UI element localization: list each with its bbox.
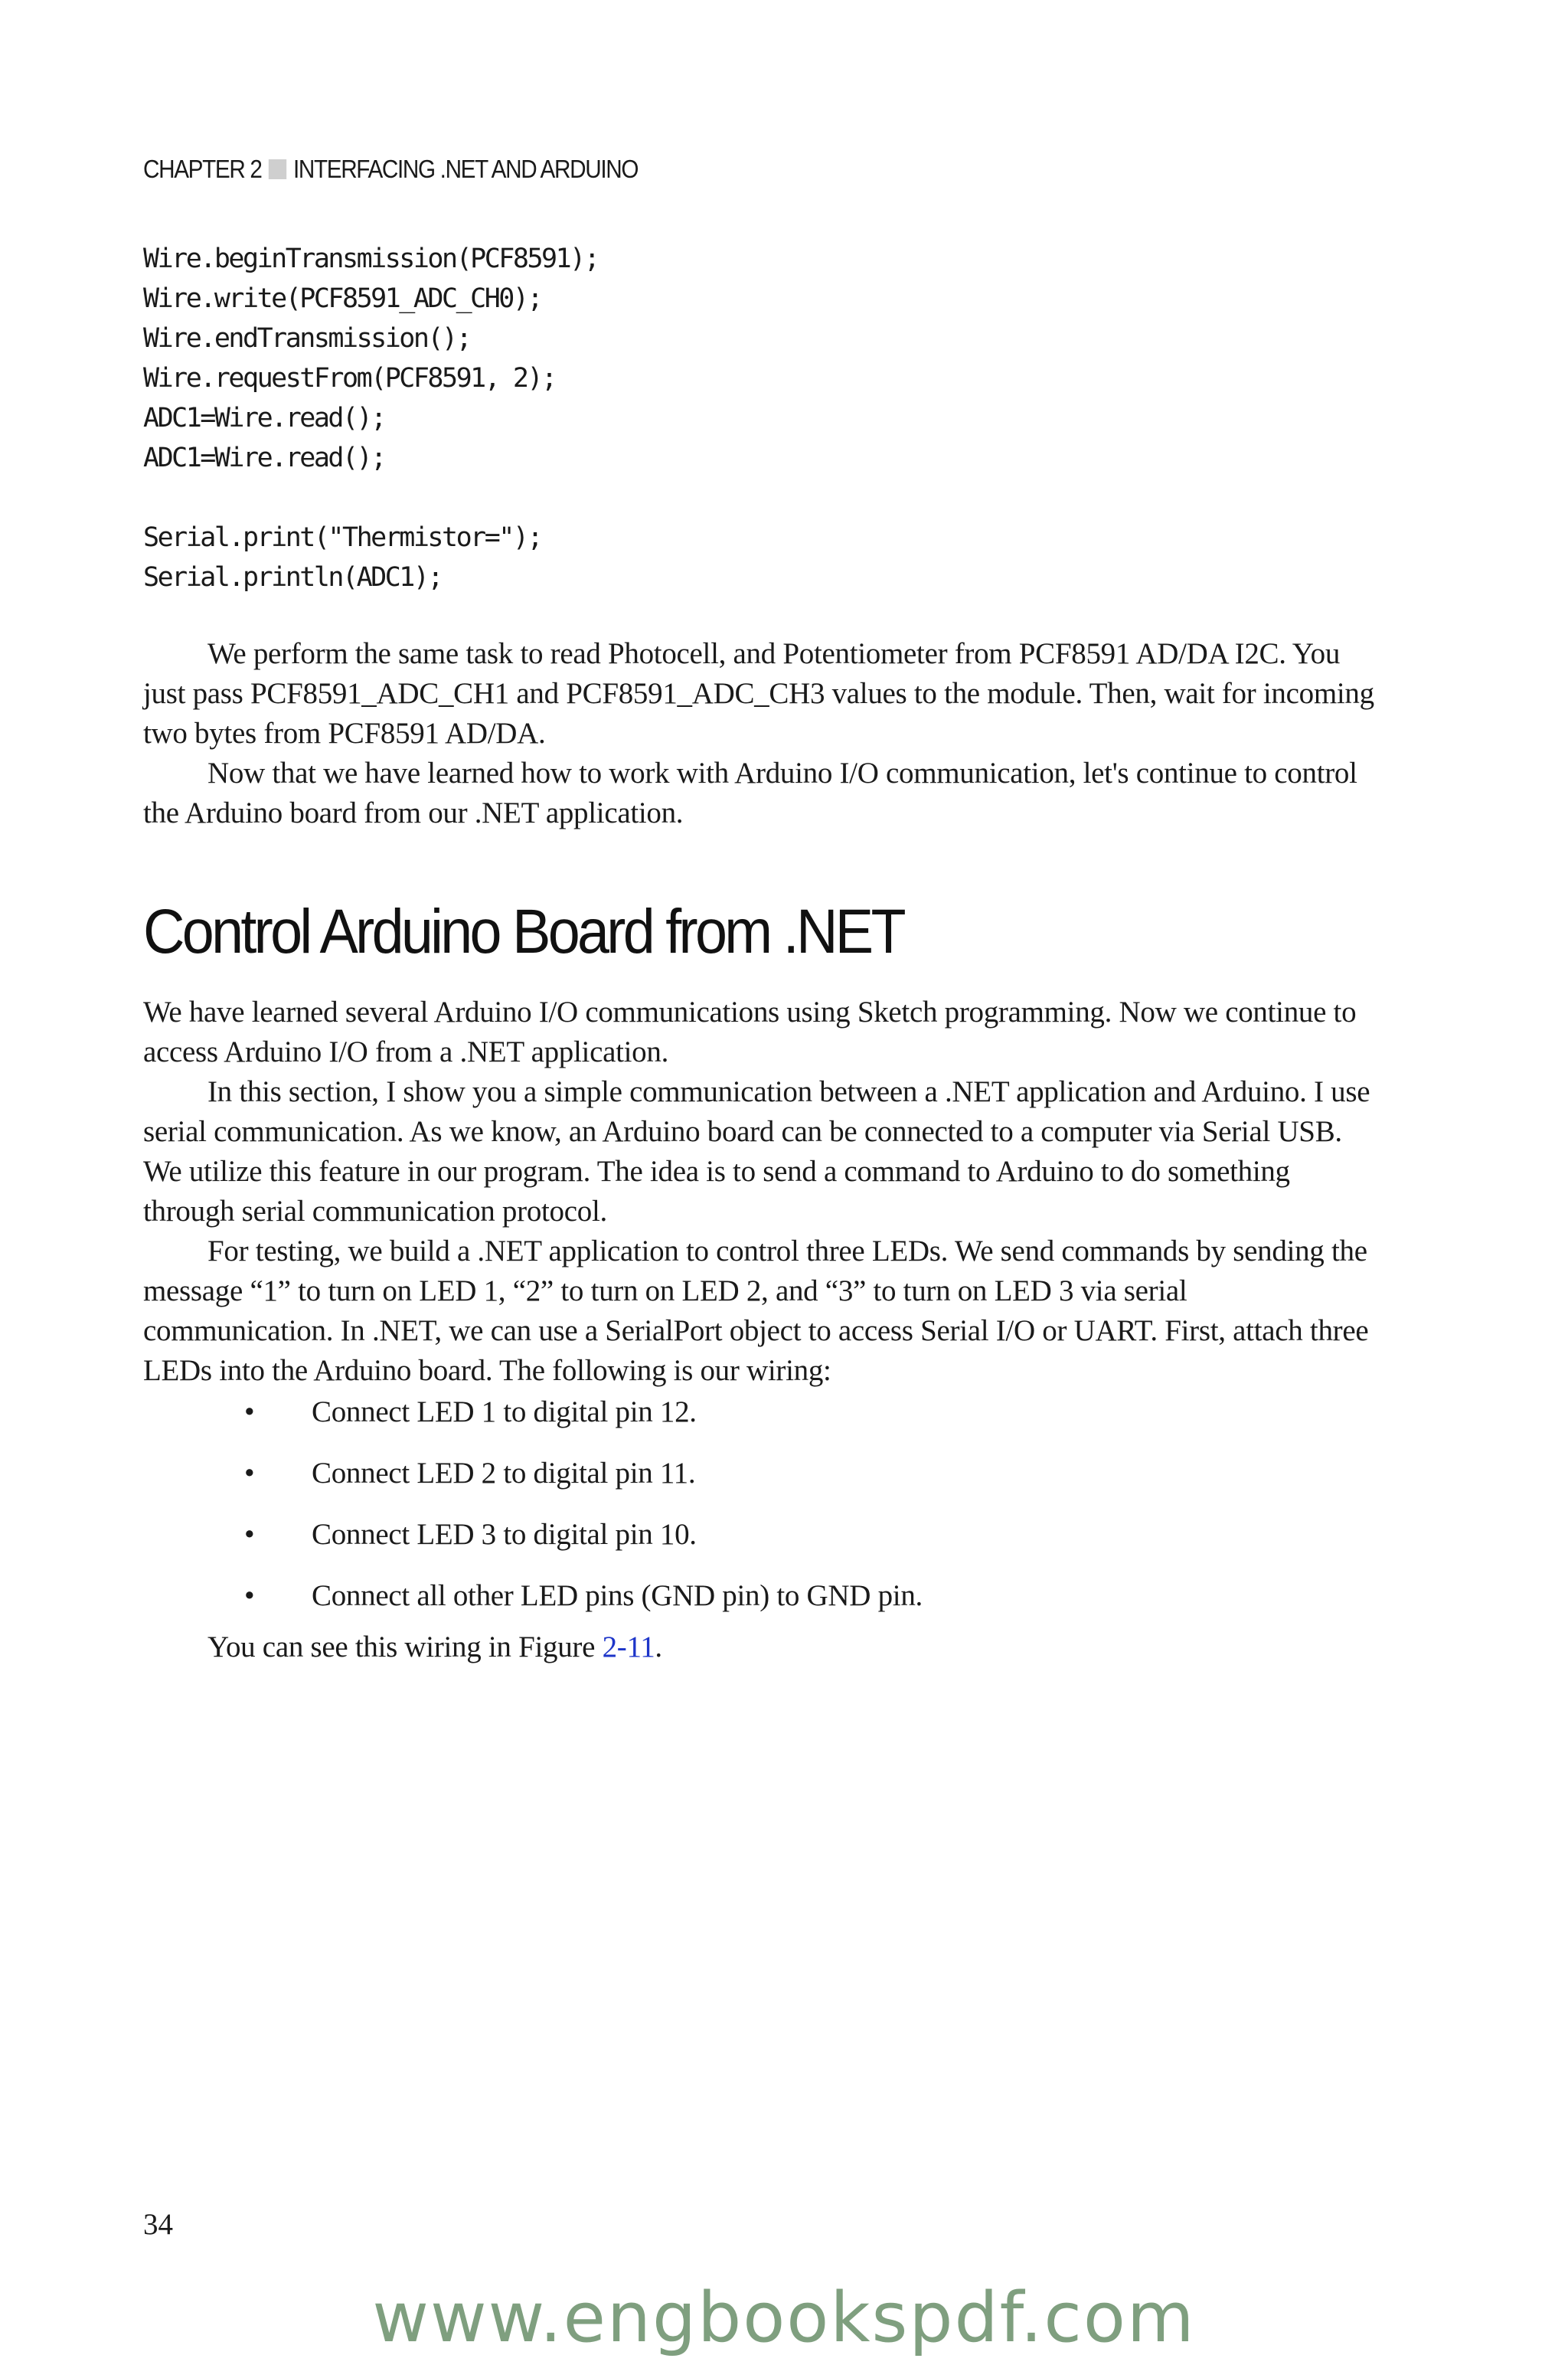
- body-paragraph: In this section, I show you a simple communication between a .NET application and Arduino. I use serial communication. As we know, an Arduino board can be connected to a computer via Serial USB. We utilize this feature in our program. The idea is to send a command to Arduino to do something through serial communication protocol.: [143, 1075, 1370, 1228]
- body-paragraph: For testing, we build a .NET application to control three LEDs. We send commands by sending the message “1” to turn on LED 1, “2” to turn on LED 2, and “3” to turn on LED 3 via serial communication. In .NET, we can use a SerialPort object to access Serial I/O or UART. First, attach three LEDs into the Arduino board. The following is our wiring:: [143, 1235, 1369, 1387]
- list-item: [143, 1392, 923, 1454]
- body-paragraph: Now that we have learned how to work with Arduino I/O communication, let's continue to control the Arduino board from our .NET application.: [143, 757, 1357, 829]
- watermark: www.engbookspdf.com: [372, 2278, 1196, 2358]
- section-heading: Control Arduino Board from .NET: [143, 897, 903, 967]
- section-paragraphs: [143, 993, 1383, 1391]
- body-paragraph: We perform the same task to read Photocell, and Potentiometer from PCF8591 AD/DA I2C. You just pass PCF8591_ADC_CH1 and PCF8591_ADC_CH3 values to the module. Then, wait for incoming two bytes from PCF8591 AD/DA.: [143, 637, 1374, 750]
- chapter-label: CHAPTER 2: [143, 155, 262, 183]
- code-line: ADC1=Wire.read();: [143, 403, 385, 433]
- list-item-text: Connect LED 2 to digital pin 11.: [312, 1457, 696, 1490]
- list-item-text: Connect LED 1 to digital pin 12.: [312, 1395, 697, 1428]
- page-number: 34: [143, 2208, 173, 2241]
- figure-reference-text: You can see this wiring in Figure: [207, 1631, 603, 1663]
- body-paragraph: We have learned several Arduino I/O communications using Sketch programming. Now we continue to access Arduino I/O from a .NET application.: [143, 996, 1357, 1068]
- chapter-title: INTERFACING .NET AND ARDUINO: [292, 155, 639, 183]
- code-line: Wire.beginTransmission(PCF8591);: [143, 244, 599, 274]
- code-line: Wire.write(PCF8591_ADC_CH0);: [143, 283, 542, 314]
- code-line: Wire.requestFrom(PCF8591, 2);: [143, 363, 556, 394]
- wiring-bullet-list: [143, 1392, 923, 1637]
- bullet-icon: •: [244, 1518, 255, 1551]
- figure-reference: [207, 1627, 662, 1667]
- figure-reference-end: .: [655, 1631, 662, 1663]
- code-listing: [143, 239, 598, 597]
- bullet-icon: •: [244, 1457, 255, 1490]
- bullet-icon: •: [244, 1395, 255, 1428]
- running-header: [143, 155, 638, 184]
- code-line: Serial.println(ADC1);: [143, 562, 443, 593]
- code-line: ADC1=Wire.read();: [143, 443, 385, 473]
- code-line: Serial.print("Thermistor=");: [143, 522, 542, 553]
- list-item: [143, 1515, 923, 1576]
- list-item: [143, 1454, 923, 1515]
- intro-paragraphs: [143, 634, 1383, 833]
- list-item-text: Connect all other LED pins (GND pin) to GND pin.: [312, 1579, 923, 1612]
- list-item-text: Connect LED 3 to digital pin 10.: [312, 1518, 697, 1551]
- header-separator-square: [269, 159, 286, 179]
- code-blank-line: [143, 478, 598, 518]
- code-line: Wire.endTransmission();: [143, 323, 471, 354]
- bullet-icon: •: [244, 1579, 255, 1612]
- figure-link[interactable]: 2-11: [602, 1631, 655, 1663]
